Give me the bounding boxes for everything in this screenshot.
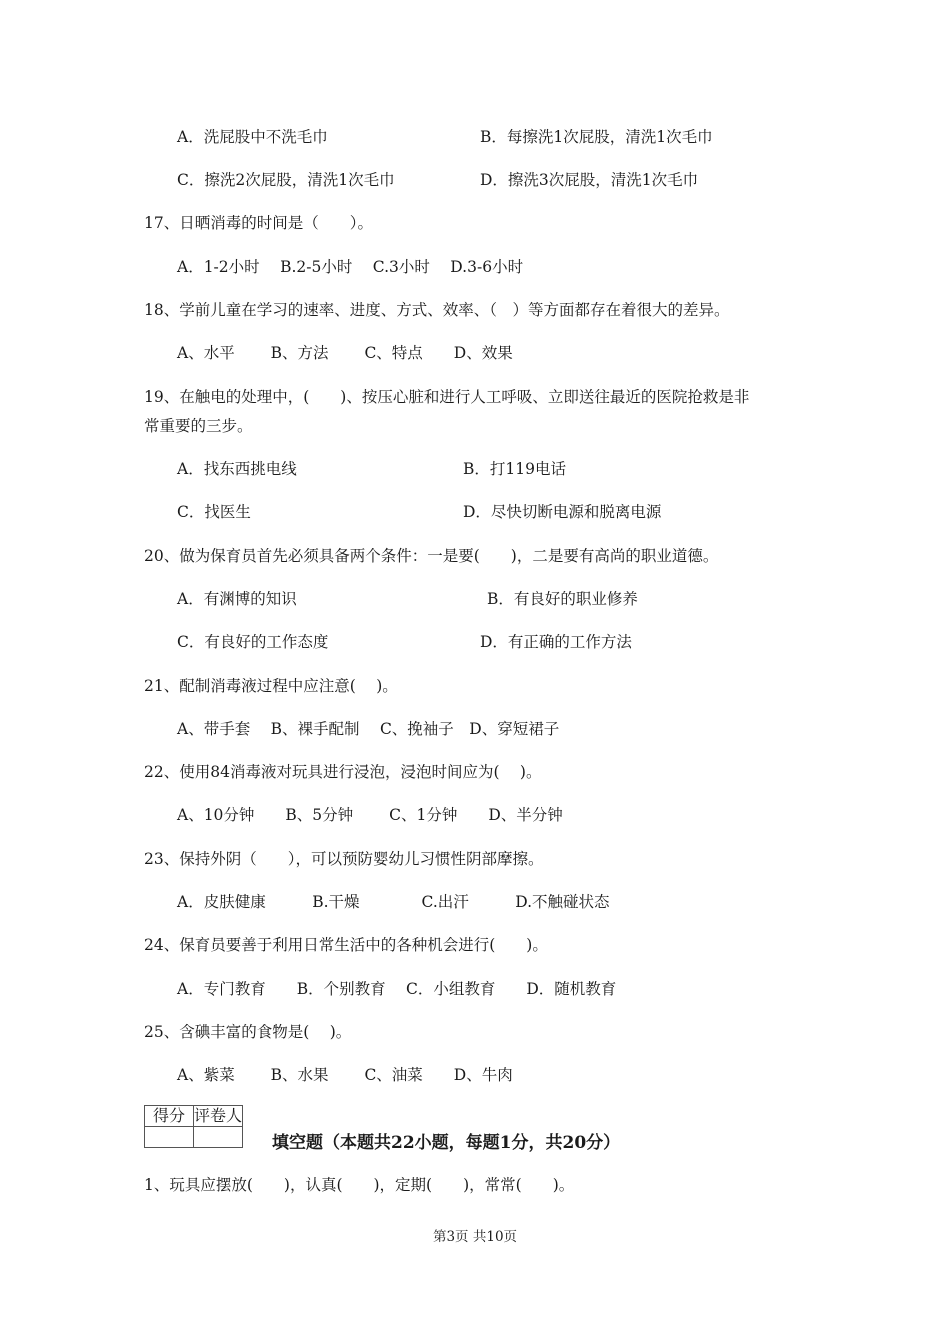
- q20-option-b: B．有良好的职业修养: [487, 590, 638, 608]
- question-25-options: A、紫菜 B、水果 C、油菜 D、牛肉: [177, 1066, 513, 1084]
- question-22: 22、使用84消毒液对玩具进行浸泡，浸泡时间应为( )。: [144, 763, 542, 781]
- score-cell: [145, 1127, 194, 1148]
- q19-option-d: D．尽快切断电源和脱离电源: [463, 503, 662, 521]
- q19-option-b: B．打119电话: [463, 460, 566, 478]
- question-19-line2: 常重要的三步。: [144, 417, 253, 435]
- q19-option-c: C．找医生: [177, 503, 251, 521]
- question-20: 20、做为保育员首先必须具备两个条件：一是要( )，二是要有高尚的职业道德。: [144, 547, 719, 565]
- question-18: 18、学前儿童在学习的速率、进度、方式、效率、（ ）等方面都存在着很大的差异。: [144, 301, 730, 319]
- question-23: 23、保持外阴（ ），可以预防婴幼儿习惯性阴部摩擦。: [144, 850, 544, 868]
- q16-option-a: A．洗屁股中不洗毛巾: [177, 128, 328, 146]
- q16-option-d: D．擦洗3次屁股，清洗1次毛巾: [480, 171, 699, 189]
- grader-cell: [194, 1127, 243, 1148]
- score-table: [144, 1105, 243, 1148]
- question-24: 24、保育员要善于利用日常生活中的各种机会进行( )。: [144, 936, 548, 954]
- question-21: 21、配制消毒液过程中应注意( )。: [144, 677, 398, 695]
- question-25: 25、含碘丰富的食物是( )。: [144, 1023, 352, 1041]
- section-title: 填空题（本题共22小题，每题1分，共20分）: [272, 1133, 621, 1153]
- fill-question-1: 1、玩具应摆放( )，认真( )，定期( )，常常( )。: [144, 1176, 575, 1194]
- question-21-options: A、带手套 B、裸手配制 C、挽袖子 D、穿短裙子: [177, 720, 560, 738]
- question-22-options: A、10分钟 B、5分钟 C、1分钟 D、半分钟: [177, 806, 563, 824]
- question-23-options: A．皮肤健康 B.干燥 C.出汗 D.不触碰状态: [177, 893, 610, 911]
- question-19-line1: 19、在触电的处理中，( )、按压心脏和进行人工呼吸、立即送往最近的医院抢救是非: [144, 388, 750, 406]
- grader-label: 评卷人: [194, 1106, 243, 1125]
- q16-option-b: B．每擦洗1次屁股，清洗1次毛巾: [480, 128, 713, 146]
- q20-option-a: A．有渊博的知识: [177, 590, 297, 608]
- q20-option-d: D．有正确的工作方法: [480, 633, 632, 651]
- page-footer: 第3页 共10页: [432, 1229, 518, 1245]
- question-18-options: A、水平 B、方法 C、特点 D、效果: [177, 344, 513, 362]
- question-17-options: A．1-2小时 B.2-5小时 C.3小时 D.3-6小时: [177, 258, 524, 276]
- q16-option-c: C．擦洗2次屁股，清洗1次毛巾: [177, 171, 395, 189]
- q19-option-a: A．找东西挑电线: [177, 460, 297, 478]
- score-label: 得分: [145, 1106, 194, 1127]
- question-17: 17、日晒消毒的时间是（ ）。: [144, 214, 373, 232]
- q20-option-c: C．有良好的工作态度: [177, 633, 329, 651]
- question-24-options: A．专门教育 B．个别教育 C．小组教育 D．随机教育: [177, 980, 617, 998]
